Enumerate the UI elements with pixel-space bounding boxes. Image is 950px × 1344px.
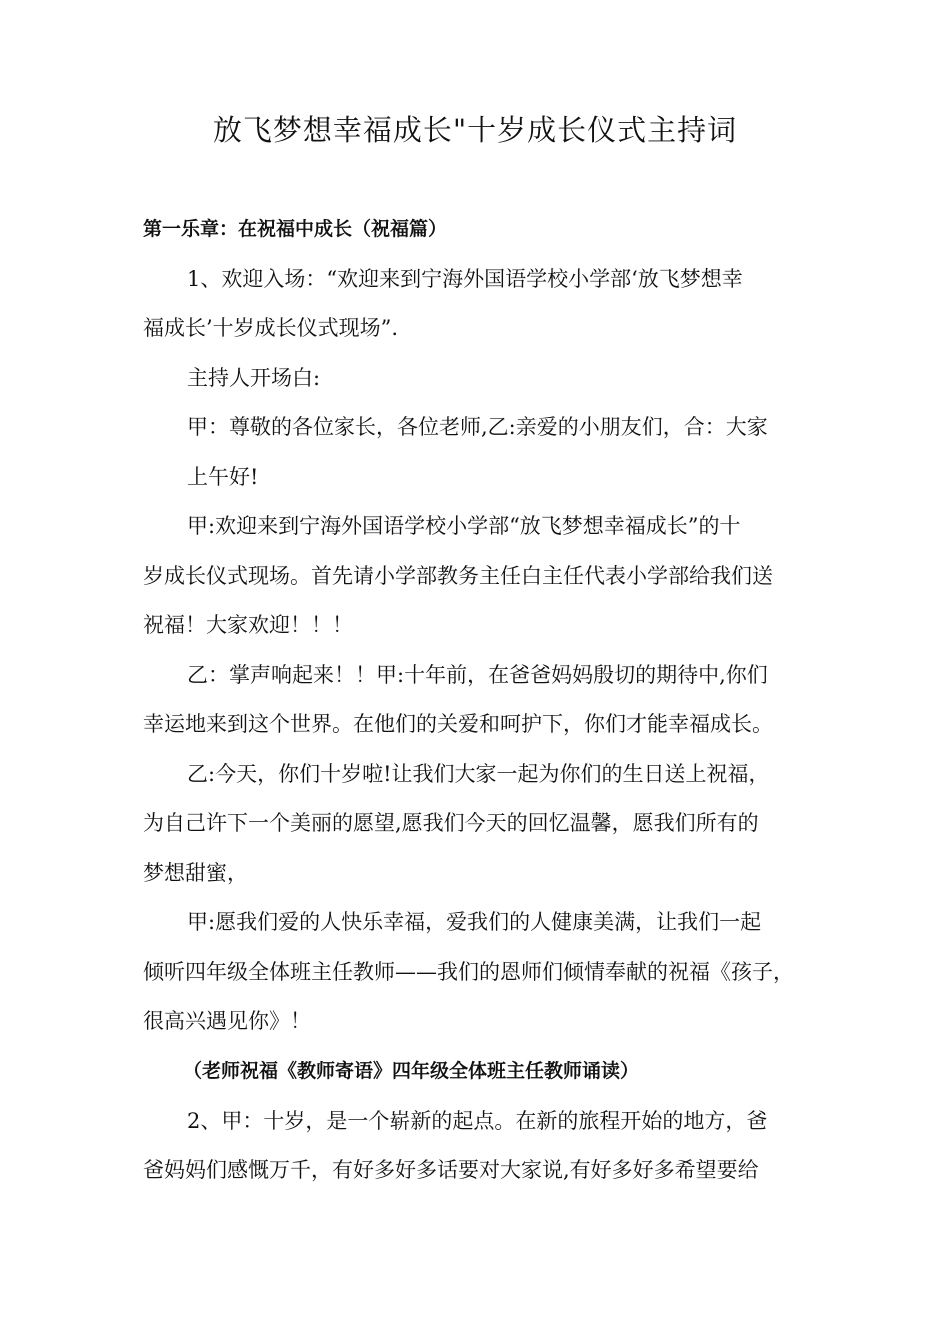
paragraph-line: 为自己许下一个美丽的愿望,愿我们今天的回忆温馨，愿我们所有的 xyxy=(143,811,759,835)
paragraph-line: 爸妈妈们感慨万千，有好多好多话要对大家说,有好多好多希望要给 xyxy=(143,1158,759,1182)
paragraph-line: 上午好! xyxy=(187,465,259,489)
paragraph-line: 甲:欢迎来到宁海外国语学校小学部“放飞梦想幸福成长”的十 xyxy=(187,514,741,538)
paragraph-line: 2、甲：十岁，是一个崭新的起点。在新的旅程开始的地方，爸 xyxy=(187,1109,768,1133)
paragraph-line: 甲：尊敬的各位家长，各位老师,乙:亲爱的小朋友们，合：大家 xyxy=(187,415,768,439)
paragraph-line: 乙：掌声响起来！！甲:十年前，在爸爸妈妈殷切的期待中,你们 xyxy=(187,663,768,687)
paragraph-line: 岁成长仪式现场。首先请小学部教务主任白主任代表小学部给我们送 xyxy=(143,564,773,588)
paragraph-line: 梦想甜蜜， xyxy=(143,861,248,885)
paragraph-line: 福成长’十岁成长仪式现场”. xyxy=(143,316,399,340)
section-heading: 第一乐章：在祝福中成长（祝福篇） xyxy=(143,218,448,240)
document-title: 放飞梦想幸福成长"十岁成长仪式主持词 xyxy=(212,113,738,147)
paragraph-line: 甲:愿我们爱的人快乐幸福，爱我们的人健康美满，让我们一起 xyxy=(187,910,762,934)
paragraph-line: 祝福！大家欢迎！！！ xyxy=(143,613,353,637)
stage-direction: （老师祝福《教师寄语》四年级全体班主任教师诵读） xyxy=(183,1060,640,1082)
paragraph-line: 幸运地来到这个世界。在他们的关爱和呵护下，你们才能幸福成长。 xyxy=(143,712,773,736)
paragraph-line: 乙:今天，你们十岁啦!让我们大家一起为你们的生日送上祝福， xyxy=(187,762,770,786)
paragraph-line: 倾听四年级全体班主任教师——我们的恩师们倾情奉献的祝福《孩子， xyxy=(143,960,794,984)
paragraph-line: 主持人开场白: xyxy=(187,366,321,390)
paragraph-line: 1、欢迎入场：“欢迎来到宁海外国语学校小学部‘放飞梦想幸 xyxy=(187,267,743,291)
paragraph-line: 很高兴遇见你》！ xyxy=(143,1009,311,1033)
